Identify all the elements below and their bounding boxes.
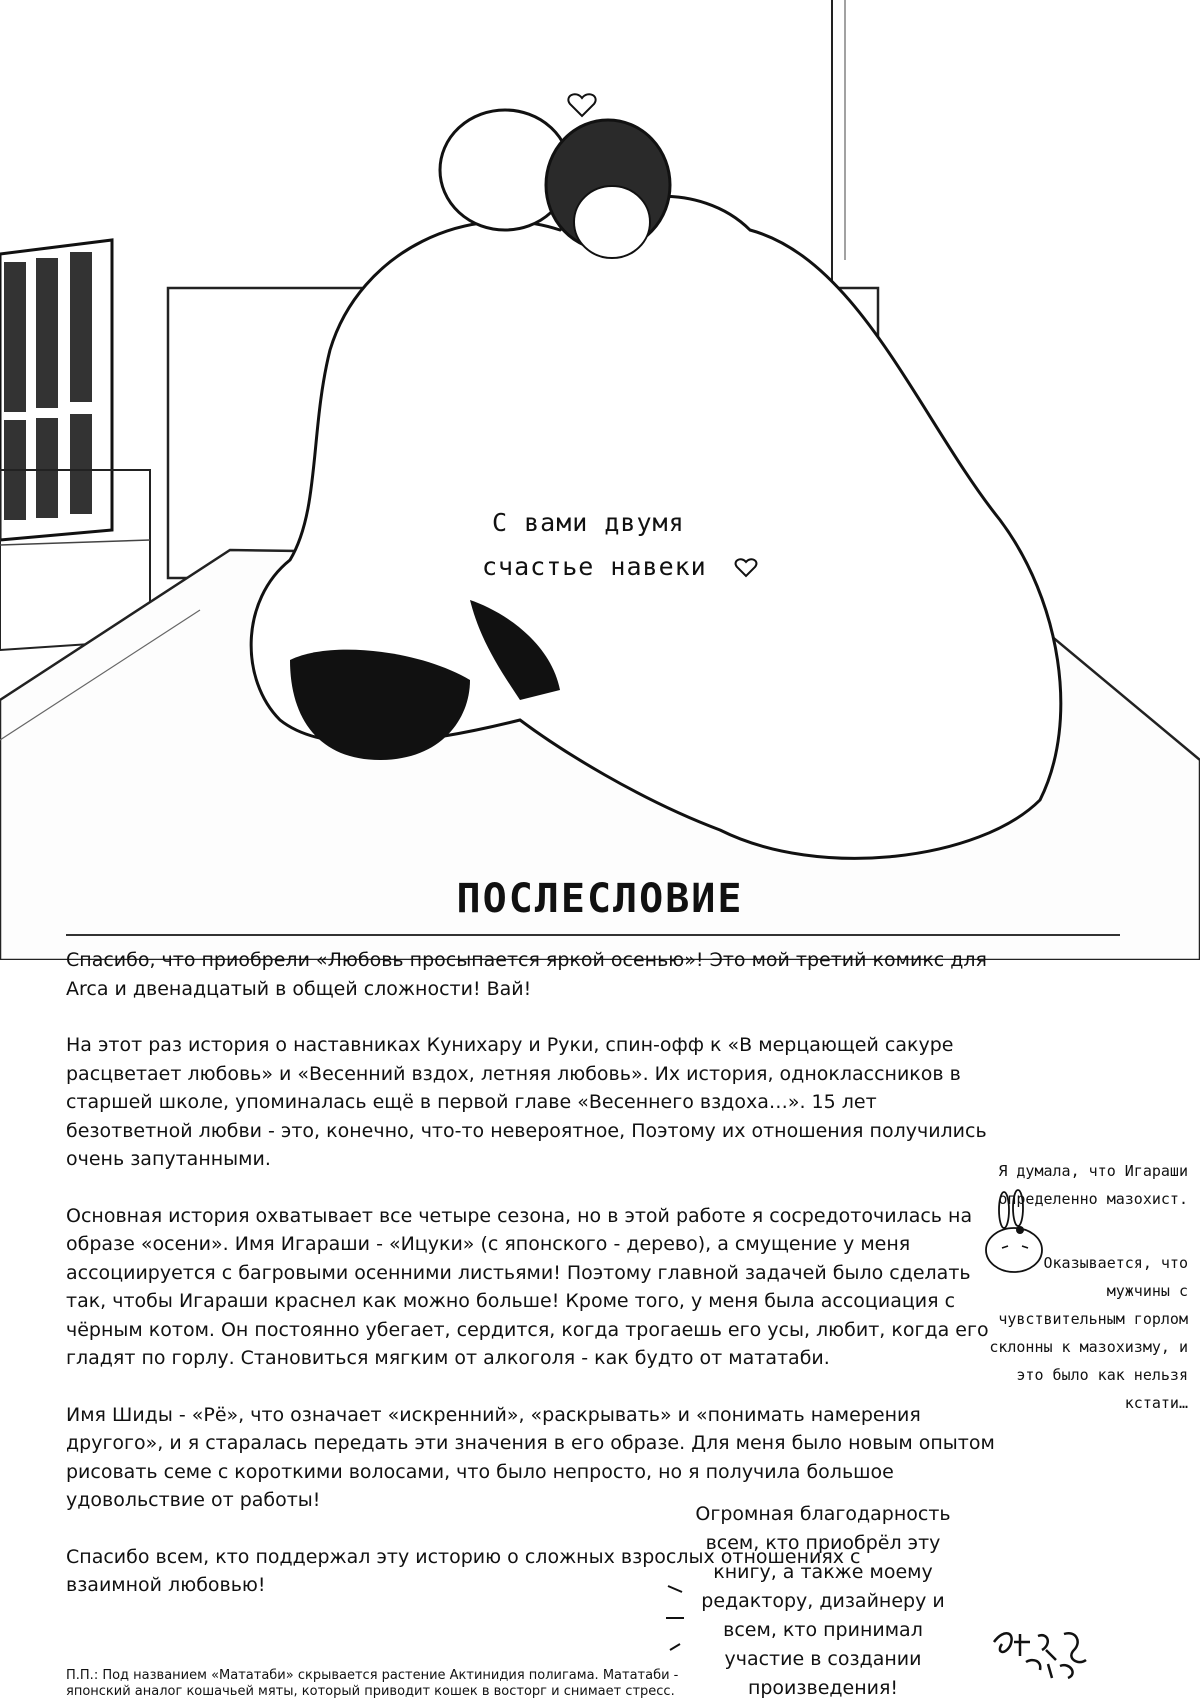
afterword-paragraph: Спасибо, что приобрели «Любовь просыпается яркой осенью»! Это мой третий комикс для Arca и двенадцатый в общей сложности! Вай! xyxy=(66,949,987,1000)
margin-note-1: Я думала, что Игараши определенно мазохист. xyxy=(998,1162,1188,1208)
margin-note-2: Оказывается, что мужчины с чувствительным горлом склонны к мазохизму, и это было как нельзя кстати… xyxy=(989,1254,1188,1412)
afterword-paragraph: Основная история охватывает все четыре сезона, но в этой работе я сосредоточилась на образе «осени». Имя Игараши - «Ицуки» (с японского - дерево), а смущение у меня ассоциируется с багровыми осенними листьями! Поэтому главной задачей было сделать так, чтобы Игараши краснел как можно больше! Кроме того, у меня была ассоциация с чёрным котом. Он постоянно убегает, сердится, когда трогаешь его усы, любит, когда его гладят по горлу. Становиться мягким от алкоголя - как будто от мататаби. xyxy=(66,1204,989,1369)
author-signature xyxy=(986,1622,1096,1682)
lamp xyxy=(0,240,112,540)
thanks-note: Огромная благодарность всем, кто приобрёл эту книгу, а также моему редактору, дизайнеру и всем, кто принимал участие в создании произведения! xyxy=(695,1503,951,1699)
afterword-paragraph: Спасибо всем, кто поддержал эту историю о сложных взрослых отношениях с взаимной любовью! xyxy=(66,1545,861,1596)
translator-footnote: П.П.: Под названием «Мататаби» скрывается растение Актинидия полигама. Мататаби - японский аналог кошачьей мяты, который приводит кошек в восторг и снимает стресс. xyxy=(66,1668,679,1699)
afterword-heading: ПОСЛЕСЛОВИЕ xyxy=(456,876,744,922)
illustration-caption-line-1: С вами двумя xyxy=(492,508,685,537)
margin-note xyxy=(978,1157,1188,1417)
afterword-paragraph: На этот раз история о наставниках Кунихару и Руки, спин-офф к «В мерцающей сакуре расцветает любовь» и «Весенний вздох, летняя любовь». Их история, одноклассников в старшей школе, упоминалась ещё в первой главе «Весеннего вздоха…». 15 лет безответной любви - это, конечно, что-то невероятное, Поэтому их отношения получились очень запутанными. xyxy=(66,1034,987,1170)
afterword-paragraph: Имя Шиды - «Рё», что означает «искренний», «раскрывать» и «понимать намерения другого», и я старалась передать эти значения в его образе. Для меня было новым опытом рисовать семе с короткими волосами, что было непросто, но я получила большое удовольствие от работы! xyxy=(66,1403,995,1511)
illustration-caption-line-2: счастье навеки xyxy=(482,552,707,581)
heading-divider xyxy=(66,934,1120,936)
